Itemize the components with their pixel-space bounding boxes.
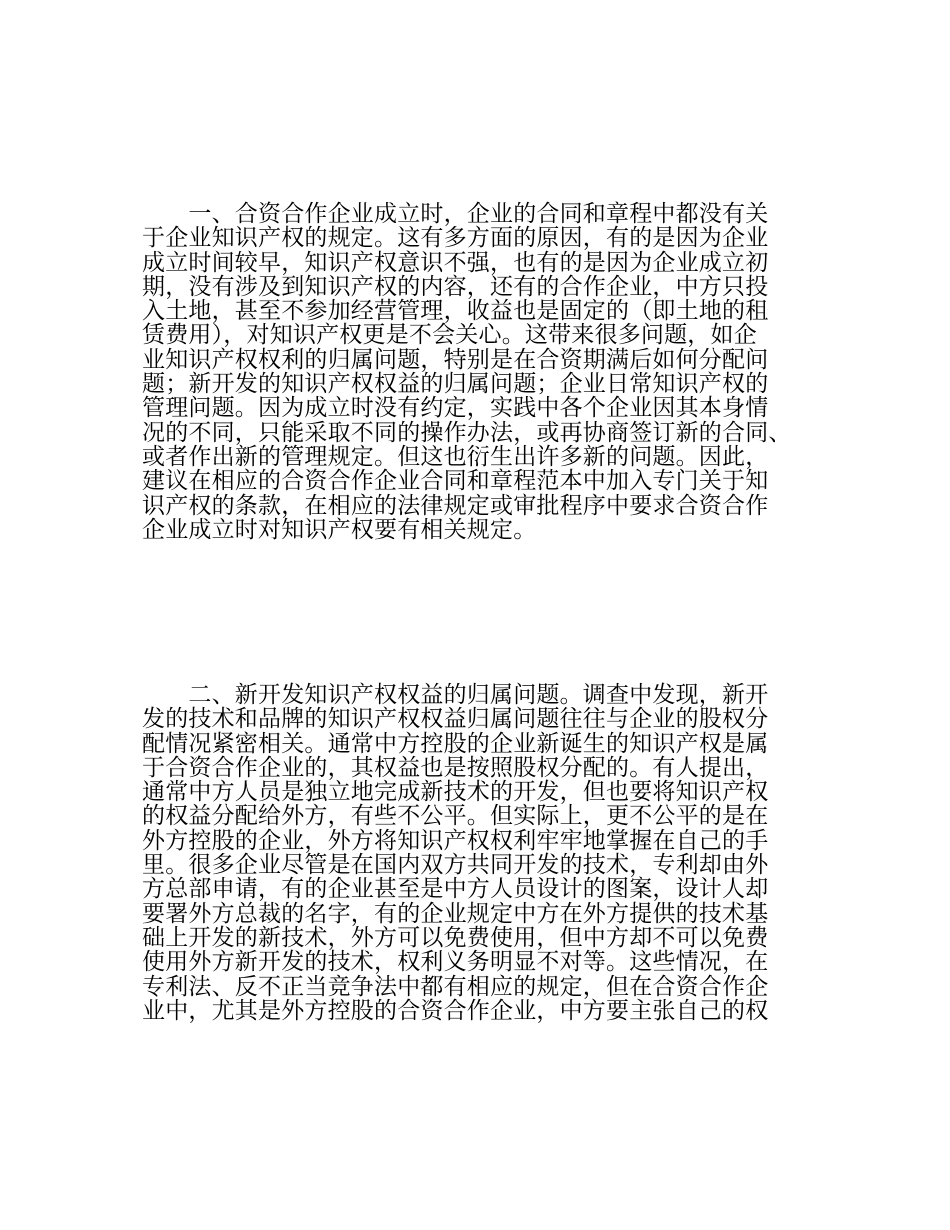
paragraph-1-line: 或者作出新的管理规定。但这也衍生出许多新的问题。因此，: [142, 443, 769, 470]
paragraph-2: [142, 683, 822, 1023]
paragraph-2-line: 业中，尤其是外方控股的合资合作企业，中方要主张自己的权: [142, 997, 769, 1024]
paragraph-2-line: 使用外方新开发的技术，权利义务明显不对等。这些情况，在: [142, 949, 769, 976]
paragraph-1-line: 况的不同，只能采取不同的操作办法，或再协商签订新的合同、: [142, 419, 792, 446]
paragraph-2-line: 配情况紧密相关。通常中方控股的企业新诞生的知识产权是属: [142, 730, 769, 757]
paragraph-2-line: 础上开发的新技术，外方可以免费使用，但中方却不可以免费: [142, 924, 769, 951]
paragraph-2-line: 二、新开发知识产权权益的归属问题。调查中发现，新开: [142, 682, 769, 708]
paragraph-1-line: 企业成立时对知识产权要有相关规定。: [142, 516, 537, 543]
paragraph-2-line: 通常中方人员是独立地完成新技术的开发，但也要将知识产权: [142, 779, 769, 806]
paragraph-1-line: 入土地，甚至不参加经营管理，收益也是固定的（即土地的租: [142, 298, 769, 325]
paragraph-1-line: 建议在相应的合资合作企业合同和章程范本中加入专门关于知: [142, 468, 769, 495]
paragraph-2-line: 的权益分配给外方，有些不公平。但实际上，更不公平的是在: [142, 803, 769, 830]
paragraph-1-line: 管理问题。因为成立时没有约定，实践中各个企业因其本身情: [142, 395, 769, 422]
paragraph-1-line: 业知识产权权利的归属问题，特别是在合资期满后如何分配问: [142, 346, 769, 373]
paragraph-2-line: 于合资合作企业的，其权益也是按照股权分配的。有人提出，: [142, 754, 769, 781]
paragraph-1-line: 赁费用），对知识产权更是不会关心。这带来很多问题，如企: [142, 322, 757, 349]
paragraph-1: [142, 202, 822, 542]
paragraph-1-line: 一、合资合作企业成立时，企业的合同和章程中都没有关: [142, 201, 769, 227]
paragraph-1-line: 于企业知识产权的规定。这有多方面的原因，有的是因为企业: [142, 225, 769, 252]
paragraph-1-line: 识产权的条款，在相应的法律规定或审批程序中要求合资合作: [142, 492, 769, 519]
paragraph-2-line: 方总部申请，有的企业甚至是中方人员设计的图案，设计人却: [142, 876, 769, 903]
paragraph-1-line: 期，没有涉及到知识产权的内容，还有的合作企业，中方只投: [142, 273, 769, 300]
paragraph-1-line: 题；新开发的知识产权权益的归属问题；企业日常知识产权的: [142, 371, 769, 398]
paragraph-1-line: 成立时间较早，知识产权意识不强，也有的是因为企业成立初: [142, 249, 769, 276]
paragraph-2-line: 专利法、反不正当竞争法中都有相应的规定，但在合资合作企: [142, 973, 769, 1000]
paragraph-2-line: 要署外方总裁的名字，有的企业规定中方在外方提供的技术基: [142, 900, 769, 927]
paragraph-2-line: 外方控股的企业，外方将知识产权权利牢牢地掌握在自己的手: [142, 827, 769, 854]
paragraph-2-line: 里。很多企业尽管是在国内双方共同开发的技术，专利却由外: [142, 852, 769, 879]
paragraph-2-line: 发的技术和品牌的知识产权权益归属问题往往与企业的股权分: [142, 706, 769, 733]
